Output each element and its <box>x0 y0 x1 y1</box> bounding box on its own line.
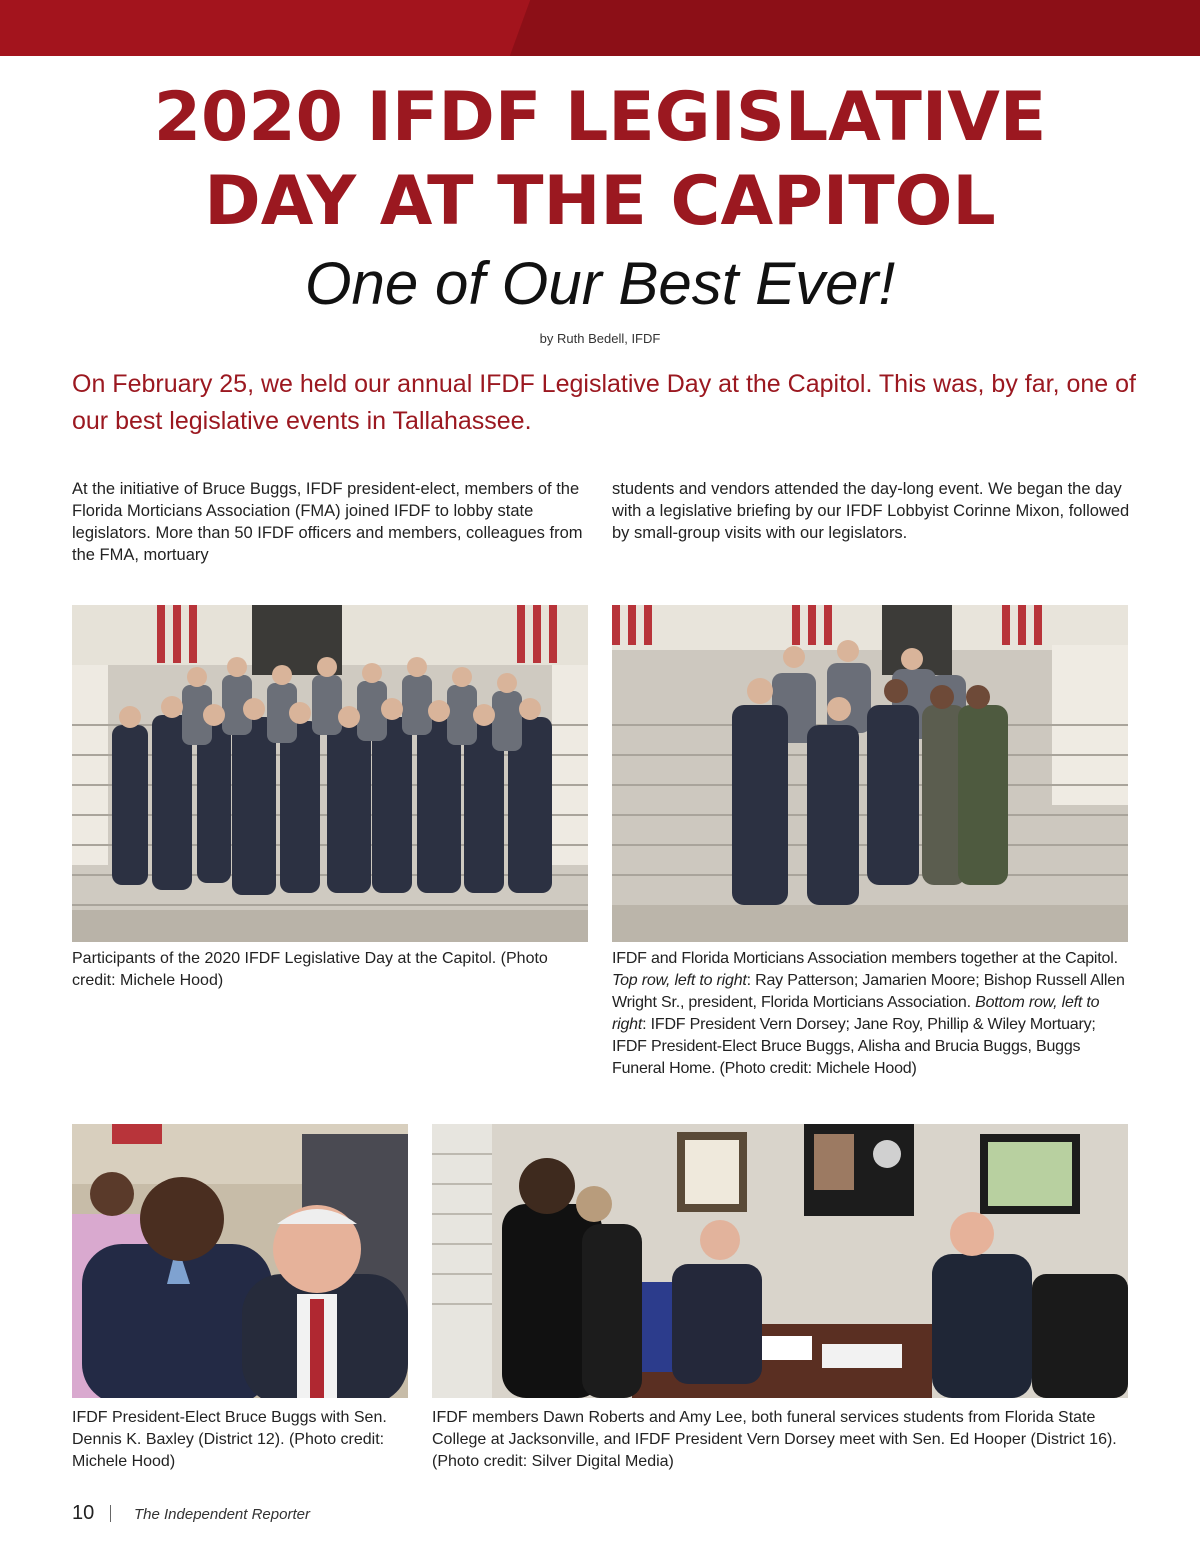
caption-meeting-hooper: IFDF members Dawn Roberts and Amy Lee, both funeral services students from Florida State College at Jacksonville, and IFDF President Vern Dorsey meet with Sen. Ed Hooper (District 16). (Photo credit: Silver Digital Media) <box>432 1409 1117 1470</box>
caption-fma-text-1: IFDF and Florida Morticians Association members together at the Capitol. <box>612 950 1118 967</box>
footer-divider <box>110 1505 111 1522</box>
top-color-bar <box>0 0 1200 56</box>
article-title-line-2: DAY AT THE CAPITOL <box>204 162 996 241</box>
article-title-line-1: 2020 IFDF LEGISLATIVE <box>153 78 1047 157</box>
photo-fma-members-steps <box>612 605 1128 942</box>
caption-fma-text-3: : IFDF President Vern Dorsey; Jane Roy, Phillip & Wiley Mortuary; IFDF President-Elect Bruce Buggs, Alisha and Brucia Buggs, Buggs Funeral Home. (Photo credit: Michele Hood) <box>612 1016 1096 1077</box>
publication-name: The Independent Reporter <box>134 1506 310 1523</box>
body-column-2: students and vendors attended the day-long event. We began the day with a legislative briefing by our IFDF Lobbyist Corinne Mixon, followed by small-group visits with our legislators. <box>612 480 1130 542</box>
caption-fma-italic-1: Top row, left to right <box>612 972 747 989</box>
caption-fma-text-2: : Ray Patterson; Jamarien Moore; Bishop Russell Allen Wright Sr., president, Florida Morticians Association. <box>612 972 1125 1011</box>
caption-fma-italic-2: Bottom row, left to right <box>612 994 1100 1033</box>
caption-group-photo: Participants of the 2020 IFDF Legislative Day at the Capitol. (Photo credit: Michele Hood) <box>72 950 548 989</box>
caption-fma-members <box>612 948 1132 1080</box>
body-column-1: At the initiative of Bruce Buggs, IFDF president-elect, members of the Florida Morticians Association (FMA) joined IFDF to lobby state legislators. More than 50 IFDF officers and members, colleagues from the FMA, mortuary <box>72 480 583 564</box>
caption-buggs-baxley: IFDF President-Elect Bruce Buggs with Sen. Dennis K. Baxley (District 12). (Photo credit: Michele Hood) <box>72 1409 387 1470</box>
lede-paragraph: On February 25, we held our annual IFDF Legislative Day at the Capitol. This was, by far, one of our best legislative events in Tallahassee. <box>72 370 1136 435</box>
byline: by Ruth Bedell, IFDF <box>539 331 661 346</box>
page-number: 10 <box>72 1502 95 1524</box>
article-subtitle: One of Our Best Ever! <box>304 250 896 317</box>
photo-buggs-baxley <box>72 1124 408 1398</box>
photo-meeting-hooper <box>432 1124 1128 1398</box>
group-photo-capitol-steps <box>72 605 588 942</box>
